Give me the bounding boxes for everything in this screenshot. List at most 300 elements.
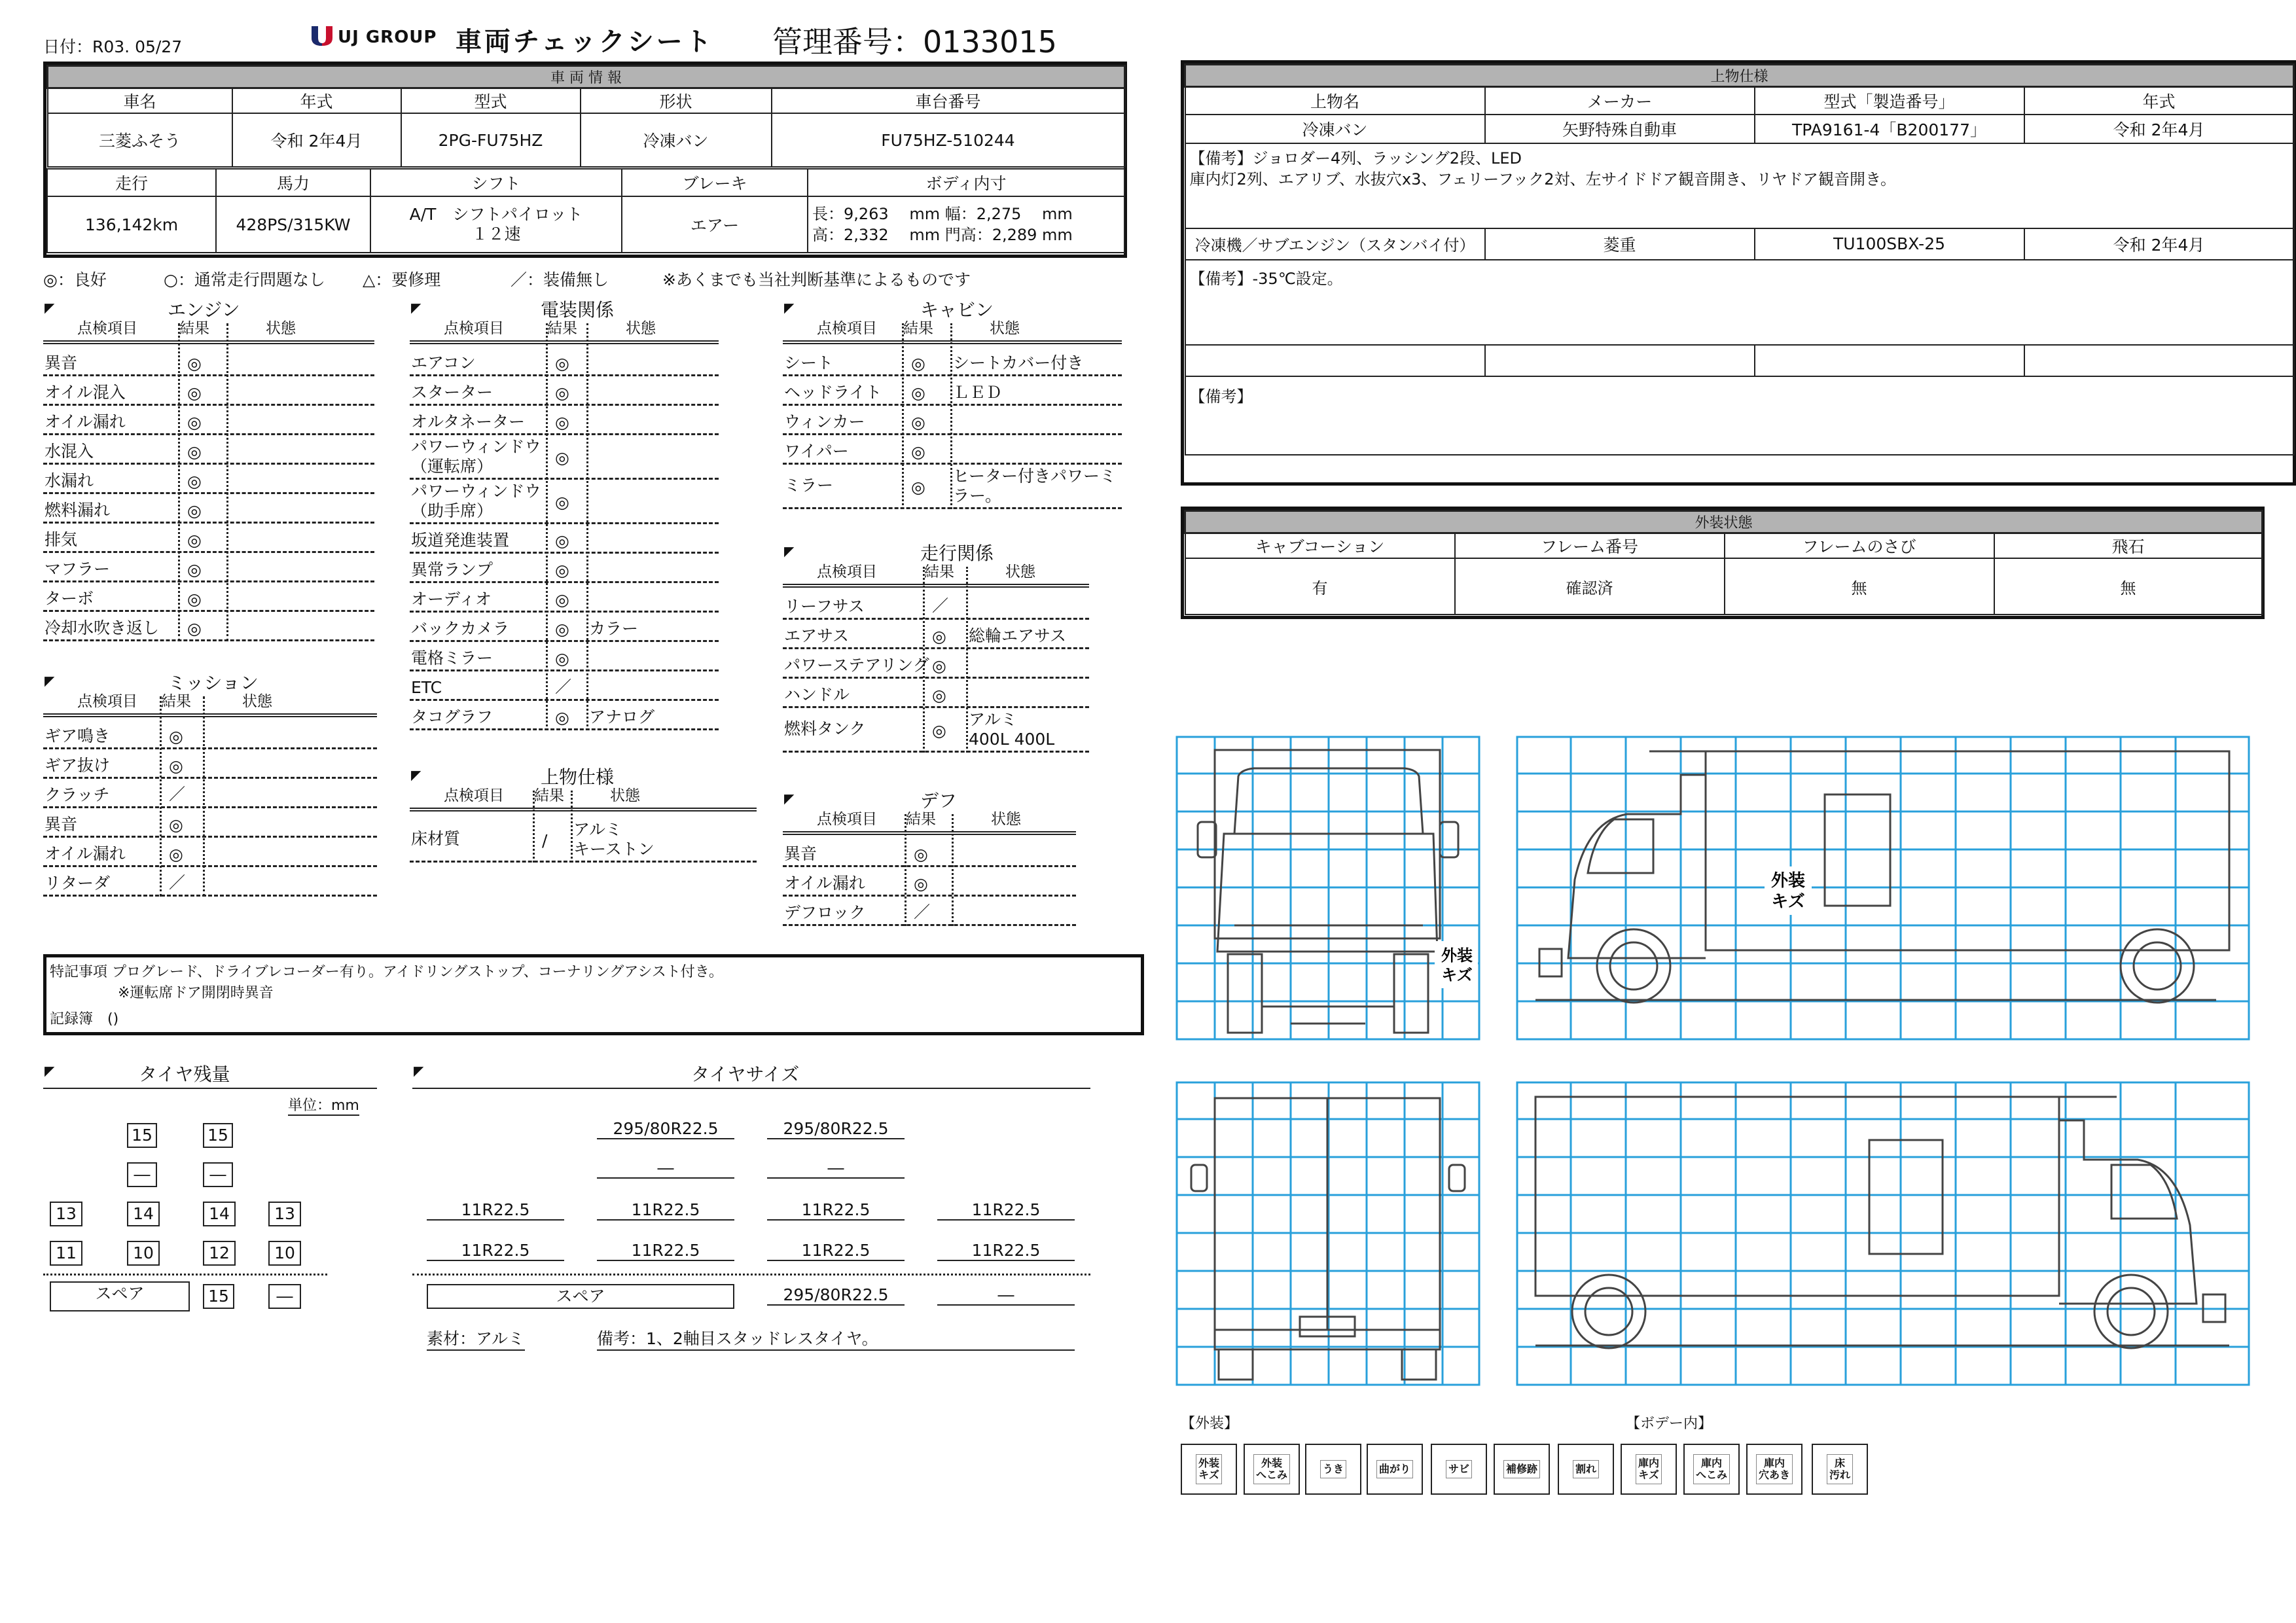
check-item-name: エアサス xyxy=(784,626,850,645)
check-item-state: 総輪エアサス xyxy=(969,626,1067,645)
check-item-name: オルタネーター xyxy=(411,412,526,431)
damage-legend-label: 補修跡 xyxy=(1503,1460,1540,1478)
upper-empty-4 xyxy=(2024,345,2294,376)
cabin-title: キャビン xyxy=(920,299,994,321)
check-item-name: ETC xyxy=(411,678,442,697)
check-item-name: タコグラフ xyxy=(411,707,493,726)
electrical-row xyxy=(410,671,719,701)
mission-row xyxy=(43,838,377,867)
date-label: 日付：R03. 05/27 xyxy=(43,37,183,56)
reefer-maker: 菱重 xyxy=(1485,228,1755,260)
tire-rear2-2: 10 xyxy=(127,1241,160,1266)
electrical-mark-icon: ◤ xyxy=(411,300,422,315)
column-item: 点検項目 xyxy=(77,320,137,337)
tire-spare-2: ― xyxy=(268,1284,301,1309)
tire-size-rear2-3: 11R22.5 xyxy=(767,1241,905,1261)
running-column-header xyxy=(783,564,1089,588)
check-item-name: マフラー xyxy=(45,560,111,579)
mission-row xyxy=(43,779,377,808)
check-item-result: ◎ xyxy=(187,619,202,638)
check-item-result: ◎ xyxy=(911,354,925,373)
column-divider xyxy=(571,791,573,863)
diff-mark-icon: ◤ xyxy=(784,791,795,806)
check-item-name: 異音 xyxy=(45,815,78,834)
engine-row xyxy=(43,435,374,465)
damage-legend-label: 外装 へこみ xyxy=(1253,1454,1290,1484)
diff-row xyxy=(783,897,1076,926)
check-item-name: スターター xyxy=(411,383,493,402)
front-damage-mark: 外装 xyxy=(1441,946,1473,965)
tire-rear2-3: 12 xyxy=(203,1241,236,1266)
tire-material: 素材：アルミ xyxy=(427,1326,525,1351)
exterior-header-frame-no: フレーム番号 xyxy=(1455,533,1725,559)
check-item-result: ／ xyxy=(914,902,931,921)
check-item-name: 異音 xyxy=(45,353,78,372)
column-state: 状態 xyxy=(1005,563,1035,580)
running-mark-icon: ◤ xyxy=(784,543,795,559)
diff-row xyxy=(783,867,1076,897)
check-item-name: 燃料漏れ xyxy=(45,501,111,520)
column-item: 点検項目 xyxy=(444,320,504,337)
check-item-result: ◎ xyxy=(555,354,569,373)
engine-row xyxy=(43,465,374,494)
column-item: 点検項目 xyxy=(444,787,504,804)
running-row xyxy=(783,708,1089,753)
check-item-result: ◎ xyxy=(555,561,569,580)
damage-legend-item xyxy=(1367,1444,1423,1495)
mission-row xyxy=(43,808,377,838)
column-result: 結果 xyxy=(906,811,936,828)
engine-row xyxy=(43,347,374,376)
legend-repair: △：要修理 xyxy=(363,270,441,289)
check-item-result: ／ xyxy=(169,873,186,892)
check-item-name: シート xyxy=(784,353,834,372)
check-item-state: シートカバー付き xyxy=(953,353,1084,372)
check-item-result: ◎ xyxy=(932,656,946,675)
tire-size-front2-1: ― xyxy=(597,1158,734,1179)
tire-size-mark-icon: ◤ xyxy=(414,1063,424,1079)
side-damage-mark: 外装 xyxy=(1770,871,1806,891)
check-item-name: ギア抜け xyxy=(45,756,111,775)
tire-size-rear1-3: 11R22.5 xyxy=(767,1200,905,1221)
check-item-name: オイル漏れ xyxy=(45,844,126,863)
check-item-result: ◎ xyxy=(169,845,183,864)
tire-rear1-2: 14 xyxy=(127,1202,160,1226)
damage-legend-item xyxy=(1558,1444,1614,1495)
vehicle-info-table xyxy=(46,65,1126,168)
check-item-name: ギア鳴き xyxy=(45,726,111,745)
legend-note: ※あくまでも当社判断基準によるものです xyxy=(662,270,971,289)
damage-legend-label: 庫内 穴あき xyxy=(1756,1454,1793,1484)
mission-row xyxy=(43,720,377,749)
upper-spec-table xyxy=(1184,63,2295,455)
special-notes-line2: ※運転席ドア開閉時異音 xyxy=(118,985,274,1001)
electrical-row xyxy=(410,406,719,435)
check-item-name: ウィンカー xyxy=(784,412,865,431)
check-item-result: ◎ xyxy=(932,721,946,740)
header-power: 馬力 xyxy=(216,169,370,196)
check-item-result: ◎ xyxy=(187,413,202,432)
value-brake: エアー xyxy=(622,196,808,253)
column-divider xyxy=(966,567,968,753)
column-divider xyxy=(923,567,925,753)
tire-remain-unit: 単位：mm xyxy=(288,1094,359,1116)
engine-row xyxy=(43,494,374,524)
tire-size-rear2-4: 11R22.5 xyxy=(937,1241,1075,1261)
check-item-result: ◎ xyxy=(187,472,202,491)
check-item-result: ◎ xyxy=(914,845,928,864)
electrical-column-header xyxy=(410,321,719,344)
cabin-mark-icon: ◤ xyxy=(784,300,795,315)
upper-value-model: TPA9161-4「B200177」 xyxy=(1755,115,2024,143)
reefer-model: TU100SBX-25 xyxy=(1755,228,2024,260)
column-result: 結果 xyxy=(534,787,564,804)
legend-normal: ○：通常走行問題なし xyxy=(164,270,325,289)
tire-front-right-1: 15 xyxy=(203,1123,233,1148)
check-item-state: ヒーター付きパワーミ ラー。 xyxy=(953,467,1117,505)
cabin-row xyxy=(783,376,1122,406)
column-divider xyxy=(226,323,228,641)
tire-rear2-1: 11 xyxy=(50,1241,82,1266)
check-item-name: ハンドル xyxy=(784,685,850,704)
electrical-row xyxy=(410,554,719,583)
check-item-result: ◎ xyxy=(911,442,925,461)
cabin-row xyxy=(783,435,1122,465)
engine-row xyxy=(43,553,374,582)
column-state: 状態 xyxy=(626,320,656,337)
diff-row xyxy=(783,838,1076,867)
column-divider xyxy=(203,696,205,897)
running-row xyxy=(783,590,1089,620)
header-car-name: 車名 xyxy=(48,88,232,114)
check-item-name: ターボ xyxy=(45,589,94,608)
tire-front-left-1: 15 xyxy=(127,1123,157,1148)
damage-legend-label: 曲がり xyxy=(1376,1460,1413,1478)
mission-mark-icon: ◤ xyxy=(45,673,55,688)
column-divider xyxy=(533,791,535,863)
check-item-name: エアコン xyxy=(411,353,476,372)
tire-remain-underline xyxy=(43,1088,377,1089)
tire-rear1-4: 13 xyxy=(268,1202,301,1226)
tire-size-spare-1: 295/80R22.5 xyxy=(767,1285,905,1306)
damage-legend-label: 床 汚れ xyxy=(1827,1454,1853,1484)
tire-spare-1: 15 xyxy=(203,1284,234,1309)
check-item-name: クラッチ xyxy=(45,785,110,804)
reefer-name: 冷凍機／サブエンジン（スタンバイ付） xyxy=(1185,228,1485,260)
column-result: 結果 xyxy=(179,320,209,337)
value-chassis: FU75HZ-510244 xyxy=(772,113,1125,167)
check-item-name: ヘッドライト xyxy=(784,383,882,402)
check-item-name: パワーウィンドウ （運転席） xyxy=(411,437,541,476)
column-divider xyxy=(952,814,954,926)
column-divider xyxy=(160,696,162,897)
engine-row xyxy=(43,406,374,435)
upper-header-maker: メーカー xyxy=(1485,87,1755,115)
engine-column-header xyxy=(43,321,374,344)
damage-legend-label: サビ xyxy=(1446,1460,1472,1478)
svg-text:キズ: キズ xyxy=(1441,966,1473,984)
upper-remark-1: 【備考】ジョロダー4列、ラッシング2段、LED 庫内灯2列、エアリブ、水抜穴x3、フェリーフック2対、左サイドドア観音開き、リヤドア観音開き。 xyxy=(1185,143,2294,228)
check-item-name: オイル混入 xyxy=(45,383,126,402)
upper_check-column-header xyxy=(410,788,757,812)
tire-rear2-4: 10 xyxy=(268,1241,301,1266)
value-mileage: 136,142km xyxy=(47,196,216,253)
damage-legend-item xyxy=(1683,1444,1740,1495)
check-item-name: 電格ミラー xyxy=(411,649,493,668)
column-result: 結果 xyxy=(924,563,954,580)
tire-remain-dotted xyxy=(43,1274,327,1275)
exterior-value-cab: 有 xyxy=(1185,558,1455,615)
check-item-result: ◎ xyxy=(555,383,569,402)
check-item-state: カラー xyxy=(589,619,639,638)
exterior-value-stone: 無 xyxy=(1994,558,2263,615)
damage-legend-item xyxy=(1244,1444,1300,1495)
check-item-name: 床材質 xyxy=(411,829,461,848)
upper-remark-2: 【備考】-35℃設定。 xyxy=(1185,260,2294,345)
damage-legend-item xyxy=(1181,1444,1237,1495)
check-item-state: アルミ 400L 400L xyxy=(969,710,1055,749)
tire-size-underline xyxy=(412,1088,1090,1089)
truck-left-side-diagram xyxy=(1516,736,2250,1041)
damage-legend-item xyxy=(1305,1444,1361,1495)
tire-front-right-2: ― xyxy=(203,1162,233,1187)
damage-legend-label: うき xyxy=(1320,1460,1346,1478)
tire-size-spare-2: ― xyxy=(937,1285,1075,1306)
check-item-result: ◎ xyxy=(187,383,202,402)
check-item-result: ◎ xyxy=(555,590,569,609)
check-item-name: 水漏れ xyxy=(45,471,94,490)
column-divider xyxy=(546,323,548,730)
header-shift: シフト xyxy=(370,169,622,196)
diff-title: デフ xyxy=(920,790,958,812)
tire-front-left-2: ― xyxy=(127,1162,157,1187)
engine-mark-icon: ◤ xyxy=(45,300,55,315)
upper_check-mark-icon: ◤ xyxy=(411,767,422,783)
check-item-name: デフロック xyxy=(784,903,866,922)
column-state: 状態 xyxy=(990,320,1020,337)
management-number: 管理番号：0133015 xyxy=(772,24,1057,60)
check-item-name: 燃料タンク xyxy=(784,719,866,738)
upper_check-title: 上物仕様 xyxy=(541,766,615,788)
column-divider xyxy=(586,323,588,730)
exterior-table xyxy=(1184,510,2263,615)
exterior-value-frame-no: 確認済 xyxy=(1455,558,1725,615)
check-item-name: 異常ランプ xyxy=(411,560,493,579)
engine-row xyxy=(43,612,374,641)
column-item: 点検項目 xyxy=(817,811,877,828)
check-item-name: リターダ xyxy=(45,874,111,893)
column-divider xyxy=(902,323,904,509)
reefer-year: 令和 2年4月 xyxy=(2024,228,2294,260)
check-item-state: アナログ xyxy=(589,707,655,726)
company-logo xyxy=(309,24,335,50)
svg-text:キズ: キズ xyxy=(1771,892,1805,912)
diff-column-header xyxy=(783,812,1076,835)
mission-column-header xyxy=(43,694,377,717)
header-model: 型式 xyxy=(401,88,581,114)
running-row xyxy=(783,649,1089,679)
electrical-title: 電装関係 xyxy=(541,299,615,321)
value-model: 2PG-FU75HZ xyxy=(401,113,581,167)
upper-spec-title: 上物仕様 xyxy=(1185,65,2294,87)
upper-value-name: 冷凍バン xyxy=(1185,115,1485,143)
value-body-size: 長：9,263 mm 幅：2,275 mm 高：2,332 mm 門高：2,289 mm xyxy=(808,196,1124,253)
truck-rear-diagram xyxy=(1175,1081,1480,1386)
tire-size-title: タイヤサイズ xyxy=(691,1063,800,1085)
upper-empty-2 xyxy=(1485,345,1755,376)
column-state: 状態 xyxy=(610,787,640,804)
check-item-name: ミラー xyxy=(784,476,834,495)
check-item-name: 冷却水吹き返し xyxy=(45,618,160,637)
check-item-name: 水混入 xyxy=(45,442,94,461)
electrical-row xyxy=(410,642,719,671)
check-item-result: ／ xyxy=(555,677,572,696)
column-result: 結果 xyxy=(903,320,933,337)
check-item-result: ◎ xyxy=(555,708,569,727)
column-divider xyxy=(950,323,952,509)
damage-legend-label: 庫内 キズ xyxy=(1636,1454,1662,1484)
check-item-result: ／ xyxy=(169,785,186,804)
electrical-row xyxy=(410,583,719,613)
check-item-name: バックカメラ xyxy=(411,619,510,638)
upper_check-row xyxy=(410,814,757,863)
truck-right-side-diagram xyxy=(1516,1081,2250,1386)
check-item-result: ◎ xyxy=(187,354,202,373)
tire-size-front1-2: 295/80R22.5 xyxy=(767,1119,905,1139)
legend-good: ◎：良好 xyxy=(43,270,107,289)
check-item-result: ◎ xyxy=(932,686,946,705)
mission-row xyxy=(43,867,377,897)
tire-size-spare-label: スペア xyxy=(427,1284,734,1309)
value-shape: 冷凍バン xyxy=(581,113,772,167)
check-item-result: ◎ xyxy=(187,531,202,550)
column-result: 結果 xyxy=(547,320,577,337)
column-item: 点検項目 xyxy=(77,693,137,710)
upper-header-model: 型式「製造番号」 xyxy=(1755,87,2024,115)
engine-title: エンジン xyxy=(168,299,240,321)
column-state: 状態 xyxy=(991,811,1021,828)
tire-size-rear1-2: 11R22.5 xyxy=(597,1200,734,1221)
check-item-result: ◎ xyxy=(555,620,569,639)
check-item-result: ◎ xyxy=(187,501,202,520)
check-item-name: オイル漏れ xyxy=(45,412,126,431)
column-item: 点検項目 xyxy=(817,320,877,337)
electrical-row xyxy=(410,435,719,480)
exterior-header-cab: キャブコーション xyxy=(1185,533,1455,559)
header-shape: 形状 xyxy=(581,88,772,114)
mission-title: ミッション xyxy=(168,672,259,694)
logo-text: UJ GROUP xyxy=(338,27,437,47)
value-car-name: 三菱ふそう xyxy=(48,113,232,167)
cabin-row xyxy=(783,347,1122,376)
column-state: 状態 xyxy=(242,693,272,710)
upper-empty-1 xyxy=(1185,345,1485,376)
column-divider xyxy=(178,323,180,641)
check-item-name: オーディオ xyxy=(411,590,492,609)
check-item-name: ワイパー xyxy=(784,442,849,461)
damage-legend-item xyxy=(1812,1444,1868,1495)
logo-mark-icon xyxy=(309,24,335,47)
exterior-title: 外装状態 xyxy=(1185,511,2263,533)
check-item-result: ／ xyxy=(932,596,949,615)
legend-none: ／：装備無し xyxy=(511,270,609,289)
check-item-result: / xyxy=(542,831,548,850)
header-body-size: ボディ内寸 xyxy=(808,169,1124,196)
check-item-name: パワーステアリング xyxy=(784,656,929,675)
mission-row xyxy=(43,749,377,779)
check-item-result: ◎ xyxy=(911,413,925,432)
tire-remain-title: タイヤ残量 xyxy=(139,1063,230,1085)
check-item-state: アルミ キーストン xyxy=(573,820,655,859)
record-book: 記録簿 () xyxy=(50,1011,119,1027)
check-item-name: 異音 xyxy=(784,844,817,863)
tire-remark: 備考：1、2軸目スタッドレスタイヤ。 xyxy=(597,1326,1075,1351)
electrical-row xyxy=(410,701,719,730)
running-row xyxy=(783,620,1089,649)
upper-header-name: 上物名 xyxy=(1185,87,1485,115)
special-notes-line1: 特記事項 プログレード、ドライブレコーダー有り。アイドリングストップ、コーナリングアシスト付き。 xyxy=(50,964,723,980)
check-item-result: ◎ xyxy=(169,727,183,746)
electrical-row xyxy=(410,347,719,376)
check-item-name: パワーウィンドウ （助手席） xyxy=(411,482,541,520)
check-item-state: ＬＥＤ xyxy=(953,383,1003,402)
electrical-row xyxy=(410,613,719,642)
value-power: 428PS/315KW xyxy=(216,196,370,253)
damage-legend-label: 外装 キズ xyxy=(1196,1454,1222,1484)
check-item-result: ◎ xyxy=(169,757,183,776)
legend-body-label: 【ボデー内】 xyxy=(1626,1416,1713,1432)
column-divider xyxy=(905,814,906,926)
vehicle-info-table-2 xyxy=(46,168,1125,253)
tire-rear1-1: 13 xyxy=(50,1202,82,1226)
check-item-result: ◎ xyxy=(169,815,183,834)
engine-row xyxy=(43,582,374,612)
legend-exterior-label: 【外装】 xyxy=(1181,1416,1239,1432)
tire-size-rear1-4: 11R22.5 xyxy=(937,1200,1075,1221)
tire-rear1-3: 14 xyxy=(203,1202,236,1226)
damage-legend-item xyxy=(1621,1444,1677,1495)
upper-value-year: 令和 2年4月 xyxy=(2024,115,2294,143)
check-item-name: オイル漏れ xyxy=(784,874,865,893)
exterior-value-rust: 無 xyxy=(1725,558,1994,615)
tire-size-rear2-1: 11R22.5 xyxy=(427,1241,564,1261)
running-title: 走行関係 xyxy=(920,543,994,564)
upper-value-maker: 矢野特殊自動車 xyxy=(1485,115,1755,143)
tire-size-rear2-2: 11R22.5 xyxy=(597,1241,734,1261)
check-item-result: ◎ xyxy=(187,590,202,609)
check-item-result: ◎ xyxy=(555,448,569,467)
check-item-result: ◎ xyxy=(555,531,569,550)
check-item-result: ◎ xyxy=(932,627,946,646)
engine-row xyxy=(43,376,374,406)
running-row xyxy=(783,679,1089,708)
check-item-result: ◎ xyxy=(555,493,569,512)
value-shift: A/T シフトパイロット １２速 xyxy=(370,196,622,253)
tire-size-front1-1: 295/80R22.5 xyxy=(597,1119,734,1139)
upper-remark-3: 【備考】 xyxy=(1185,376,2294,455)
damage-legend-item xyxy=(1746,1444,1803,1495)
damage-legend-label: 庫内 へこみ xyxy=(1693,1454,1730,1484)
column-item: 点検項目 xyxy=(817,563,877,580)
exterior-header-stone: 飛石 xyxy=(1994,533,2263,559)
exterior-header-rust: フレームのさび xyxy=(1725,533,1994,559)
vehicle-info-title: 車 両 情 報 xyxy=(48,66,1125,88)
electrical-row xyxy=(410,480,719,524)
value-year: 令和 2年4月 xyxy=(232,113,401,167)
upper-empty-3 xyxy=(1755,345,2024,376)
check-item-result: ◎ xyxy=(911,383,925,402)
check-item-result: ◎ xyxy=(187,560,202,579)
